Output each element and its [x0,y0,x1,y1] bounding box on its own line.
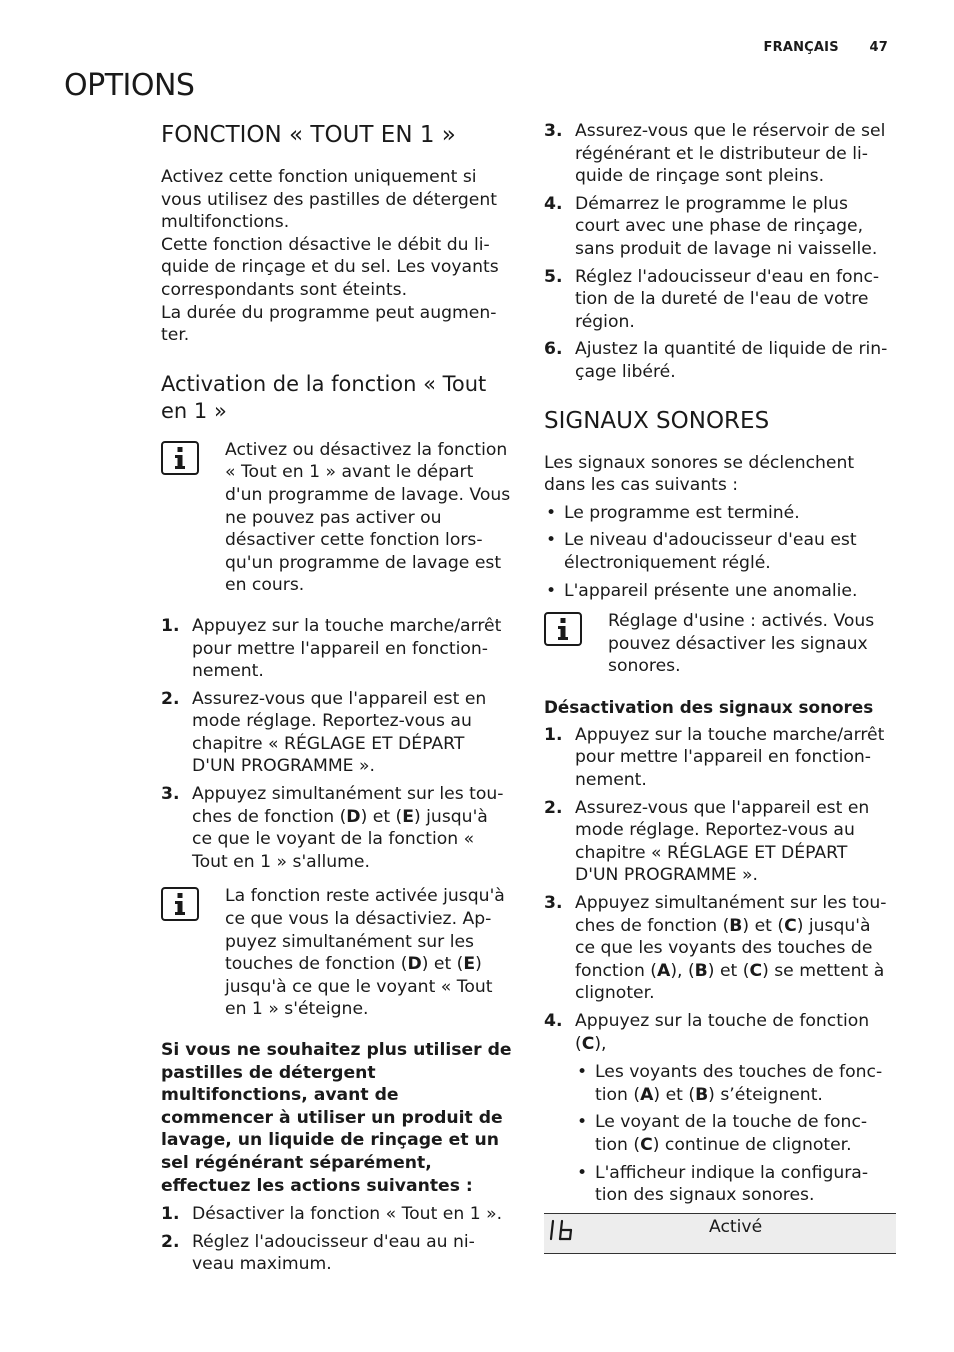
right-column [544,120,896,1254]
info-note [161,439,513,597]
list-item: • Les voyants des touches de fonc-tion (A) et (B) s’éteignent. [577,1062,883,1105]
list-item: 4. Démarrez le programme le plus court avec une phase de rinçage, sans produit de lavage ni vaisselle. [544,193,878,259]
info-note [544,610,896,678]
note-text: La fonction reste activée jusqu'à ce que vous la désactiviez. Ap-puyez simultanément sur les touches de fonction (D) et (E) jusqu'à ce que le voyant « Tout en 1 » s'éteigne. [225,886,505,1020]
section-title-signals: SIGNAUX SONORES [544,407,770,434]
list-item: • Le niveau d'adoucisseur d'eau est électroniquement réglé. [546,530,857,573]
list-item: 1. Appuyez sur la touche marche/arrêt pour mettre l'appareil en fonction-nement. [544,724,885,791]
info-icon [161,441,199,475]
list-item: 1. Désactiver la fonction « Tout en 1 ». [161,1204,503,1225]
activation-title: Activation de la fonction « Tout en 1 » [161,371,487,423]
list-item: • L'appareil présente une anomalie. [546,580,858,601]
list-item: 3. Appuyez simultanément sur les tou-ches de fonction (B) et (C) jusqu'à ce que les voyants des touches de fonction (A), (B) et (C) se mettent à clignoter. [544,893,887,1004]
display-code [544,1214,709,1253]
info-icon [161,887,199,921]
page-header [764,40,888,55]
header-language: FRANÇAIS [763,40,839,55]
note-text: Réglage d'usine : activés. Vous pouvez désactiver les signaux sonores. [608,611,875,677]
list-item: 3. Assurez-vous que le réservoir de sel régénérant et le distributeur de li-quide de rinçage sont pleins. [544,121,886,187]
deactivation-title: Désactivation des signaux sonores [544,696,874,717]
list-item: • L'afficheur indique la configura-tion des signaux sonores. [577,1162,869,1206]
activation-steps [161,615,513,874]
list-item: 2. Assurez-vous que l'appareil est en mode réglage. Reportez-vous au chapitre « RÉGLAGE ET DÉPART D'UN PROGRAMME ». [161,688,487,777]
seven-segment-icon [546,1216,578,1244]
intro-paragraph: La durée du programme peut augmen-ter. [161,302,497,346]
page-number: 47 [869,40,888,55]
list-item: • Le voyant de la touche de fonc-tion (C) continue de clignoter. [577,1112,868,1155]
sub-bullets [575,1061,896,1207]
intro-paragraph: Activez cette fonction uniquement si vous utilisez des pastilles de détergent multifonctions. [161,167,497,233]
section-title-all-in-one: FONCTION « TOUT EN 1 » [161,122,456,148]
left-column [161,120,513,1281]
signals-intro: Les signaux sonores se déclenchent dans les cas suivants : [544,452,855,496]
bold-instruction: Si vous ne souhaitez plus utiliser de pastilles de détergent multifonctions, avant de commencer à utiliser un produit de lavage, un liquide de rinçage et un sel régénérant séparément, effectuez les actions suivantes : [161,1040,512,1196]
page-title: OPTIONS [64,68,195,103]
list-item: 2. Réglez l'adoucisseur d'eau au ni-veau maximum. [161,1231,475,1275]
list-item: 2. Assurez-vous que l'appareil est en mode réglage. Reportez-vous au chapitre « RÉGLAGE ET DÉPART D'UN PROGRAMME ». [544,797,870,886]
info-note [161,885,513,1021]
list-item: 3. Appuyez simultanément sur les tou-ches de fonction (D) et (E) jusqu'à ce que le voyant de la fonction « Tout en 1 » s'allume. [161,784,504,872]
display-label: Activé [709,1216,763,1237]
display-table-row [544,1213,896,1254]
signals-bullets [544,502,896,602]
list-item: • Le programme est terminé. [546,502,800,523]
signals-deactivation-steps [544,724,896,1207]
list-item: 6. Ajustez la quantité de liquide de rin-çage libéré. [544,339,888,382]
list-item: 1. Appuyez sur la touche marche/arrêt pour mettre l'appareil en fonction-nement. [161,615,502,682]
list-item: 4. Appuyez sur la touche de fonction (C), • Les voyants des touches de fonc-tion (A) et (B) s’éteignent. • Le voyant de la touche de fonc-tion (C) continue de clignoter. • L'afficheur indique la configura-tion des signaux sonores. [544,1010,896,1207]
info-icon [544,612,582,646]
note-text: Activez ou désactivez la fonction « Tout en 1 » avant le départ d'un programme de lavage. Vous ne pouvez pas activer ou désactiver cette fonction lors-qu'un programme de lavage est en cours. [225,439,511,596]
list-item: 5. Réglez l'adoucisseur d'eau en fonc-tion de la dureté de l'eau de votre région. [544,266,880,332]
deactivation-steps [161,1203,513,1276]
continued-steps [544,120,896,384]
intro-paragraph: Cette fonction désactive le débit du li-quide de rinçage et du sel. Les voyants correspondants sont éteints. [161,234,499,300]
